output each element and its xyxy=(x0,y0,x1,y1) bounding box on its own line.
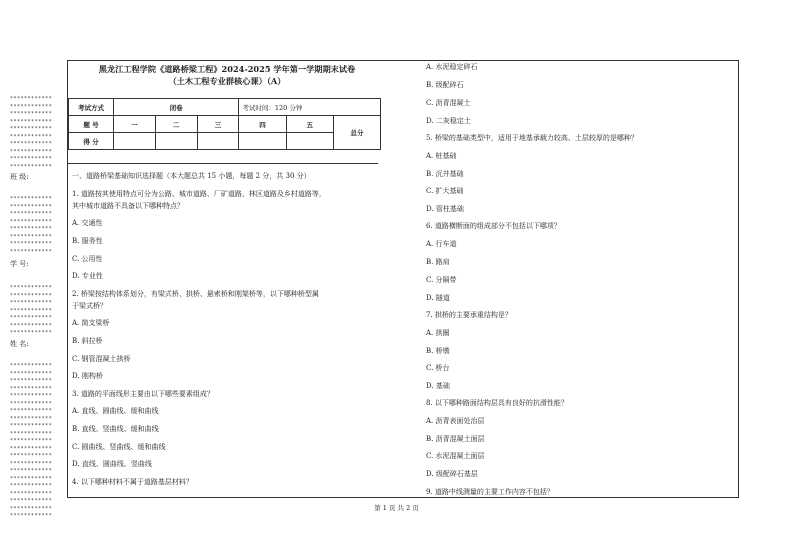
question-line: C. 分隔带 xyxy=(426,276,457,284)
question-line: D. 二灰稳定土 xyxy=(426,117,471,125)
question-line: B. 服务性 xyxy=(72,237,103,245)
question-line: 2. 桥梁按结构体系划分，有梁式桥、拱桥、悬索桥和刚架桥等，以下哪种桥型属 xyxy=(72,290,319,298)
total-score-label: 总分 xyxy=(334,116,381,150)
score-cell[interactable] xyxy=(197,133,239,150)
exam-mode-value: 闭卷 xyxy=(114,99,239,116)
score-label: 得 分 xyxy=(69,133,114,150)
question-line: 1. 道路按其使用特点可分为公路、城市道路、厂矿道路、林区道路及乡村道路等， xyxy=(72,190,326,198)
question-line: 6. 道路横断面的组成部分不包括以下哪项？ xyxy=(426,222,561,230)
question-line: D. 管柱基础 xyxy=(426,205,464,213)
question-line: B. 路肩 xyxy=(426,258,450,266)
score-table xyxy=(68,98,381,150)
student-id-label: 学 号: xyxy=(10,260,29,268)
question-line: D. 基础 xyxy=(426,382,450,390)
question-line: 8. 以下哪种路面结构层具有良好的抗滑性能？ xyxy=(426,399,568,407)
question-line: 4. 以下哪种材料不属于道路基层材料？ xyxy=(72,478,193,486)
exam-title: 黑龙江工程学院《道路桥梁工程》2024-2025 学年第一学期期末试卷 xyxy=(98,64,356,74)
question-number: 三 xyxy=(197,116,239,133)
question-line: A. 简支梁桥 xyxy=(72,319,110,327)
question-line: A. 沥青表面处治层 xyxy=(426,417,485,425)
exam-subtitle: （土木工程专业群核心课）（A） xyxy=(168,76,286,86)
question-line: B. 沉井基础 xyxy=(426,170,464,178)
question-line: A. 桩基础 xyxy=(426,152,457,160)
question-line: 其中城市道路不具备以下哪种特点？ xyxy=(72,202,184,210)
question-line: A. 直线、圆曲线、缓和曲线 xyxy=(72,407,159,415)
dotted-line: ************ ************ ************ ************ ************ ************ ************ ************ ************ ************ ************ ************ ************ ************ ************ ************ ************ ************ ************ ************ ************ xyxy=(10,363,53,519)
question-line: 于梁式桥？ xyxy=(72,302,107,310)
question-line: B. 桥墩 xyxy=(426,347,450,355)
question-line: B. 直线、竖曲线、缓和曲线 xyxy=(72,425,159,433)
name-label: 姓 名: xyxy=(10,340,29,348)
dotted-line: ************ ************ ************ ************ ************ ************ ************ ************ xyxy=(10,196,53,255)
dotted-line: ************ ************ ************ ************ ************ ************ ************ xyxy=(10,285,53,336)
question-line: A. 拱圈 xyxy=(426,329,450,337)
question-number: 一 xyxy=(114,116,156,133)
question-line: C. 扩大基础 xyxy=(426,187,464,195)
question-line: D. 专业性 xyxy=(72,272,103,280)
score-cell[interactable] xyxy=(155,133,197,150)
question-line: C. 公用性 xyxy=(72,255,103,263)
separator-line xyxy=(68,163,378,164)
question-line: D. 直线、圆曲线、竖曲线 xyxy=(72,460,152,468)
question-number: 五 xyxy=(286,116,333,133)
question-line: D. 级配碎石基层 xyxy=(426,470,478,478)
question-line: C. 沥青混凝土 xyxy=(426,99,471,107)
question-number-label: 题 号 xyxy=(69,116,114,133)
page-footer: 第 1 页 共 2 页 xyxy=(374,504,419,512)
question-line: 5. 桥梁的基础类型中，适用于地基承载力较高、土层较厚的是哪种？ xyxy=(426,134,638,142)
question-line: A. 交通性 xyxy=(72,219,103,227)
section-heading: 一、道路桥梁基础知识选择题（本大题总共 15 小题，每题 2 分，共 30 分） xyxy=(72,172,311,180)
question-line: B. 沥青混凝土面层 xyxy=(426,435,485,443)
question-line: C. 桥台 xyxy=(426,364,450,372)
question-line: 3. 道路的平面线形主要由以下哪些要素组成？ xyxy=(72,390,214,398)
score-cell[interactable] xyxy=(286,133,333,150)
question-line: D. 隧道 xyxy=(426,294,450,302)
question-line: C. 圆曲线、竖曲线、缓和曲线 xyxy=(72,443,166,451)
question-line: A. 水泥稳定碎石 xyxy=(426,63,478,71)
question-line: B. 级配碎石 xyxy=(426,81,464,89)
question-line: D. 刚构桥 xyxy=(72,372,103,380)
question-line: 7. 拱桥的主要承重结构是？ xyxy=(426,311,512,319)
question-line: B. 斜拉桥 xyxy=(72,337,103,345)
question-number: 二 xyxy=(155,116,197,133)
question-line: 9. 道路中线测量的主要工作内容不包括？ xyxy=(426,488,554,496)
question-line: A. 行车道 xyxy=(426,240,457,248)
exam-time: 考试时间：120 分钟 xyxy=(239,99,381,116)
exam-mode-label: 考试方式 xyxy=(69,99,114,116)
question-line: C. 水泥混凝土面层 xyxy=(426,452,485,460)
question-line: C. 钢管混凝土拱桥 xyxy=(72,355,131,363)
question-number: 四 xyxy=(239,116,286,133)
class-label: 班 级: xyxy=(10,173,29,181)
score-cell[interactable] xyxy=(114,133,156,150)
score-cell[interactable] xyxy=(239,133,286,150)
dotted-line: ************ ************ ************ ************ ************ ************ ************ ************ ************ ************ xyxy=(10,96,53,170)
